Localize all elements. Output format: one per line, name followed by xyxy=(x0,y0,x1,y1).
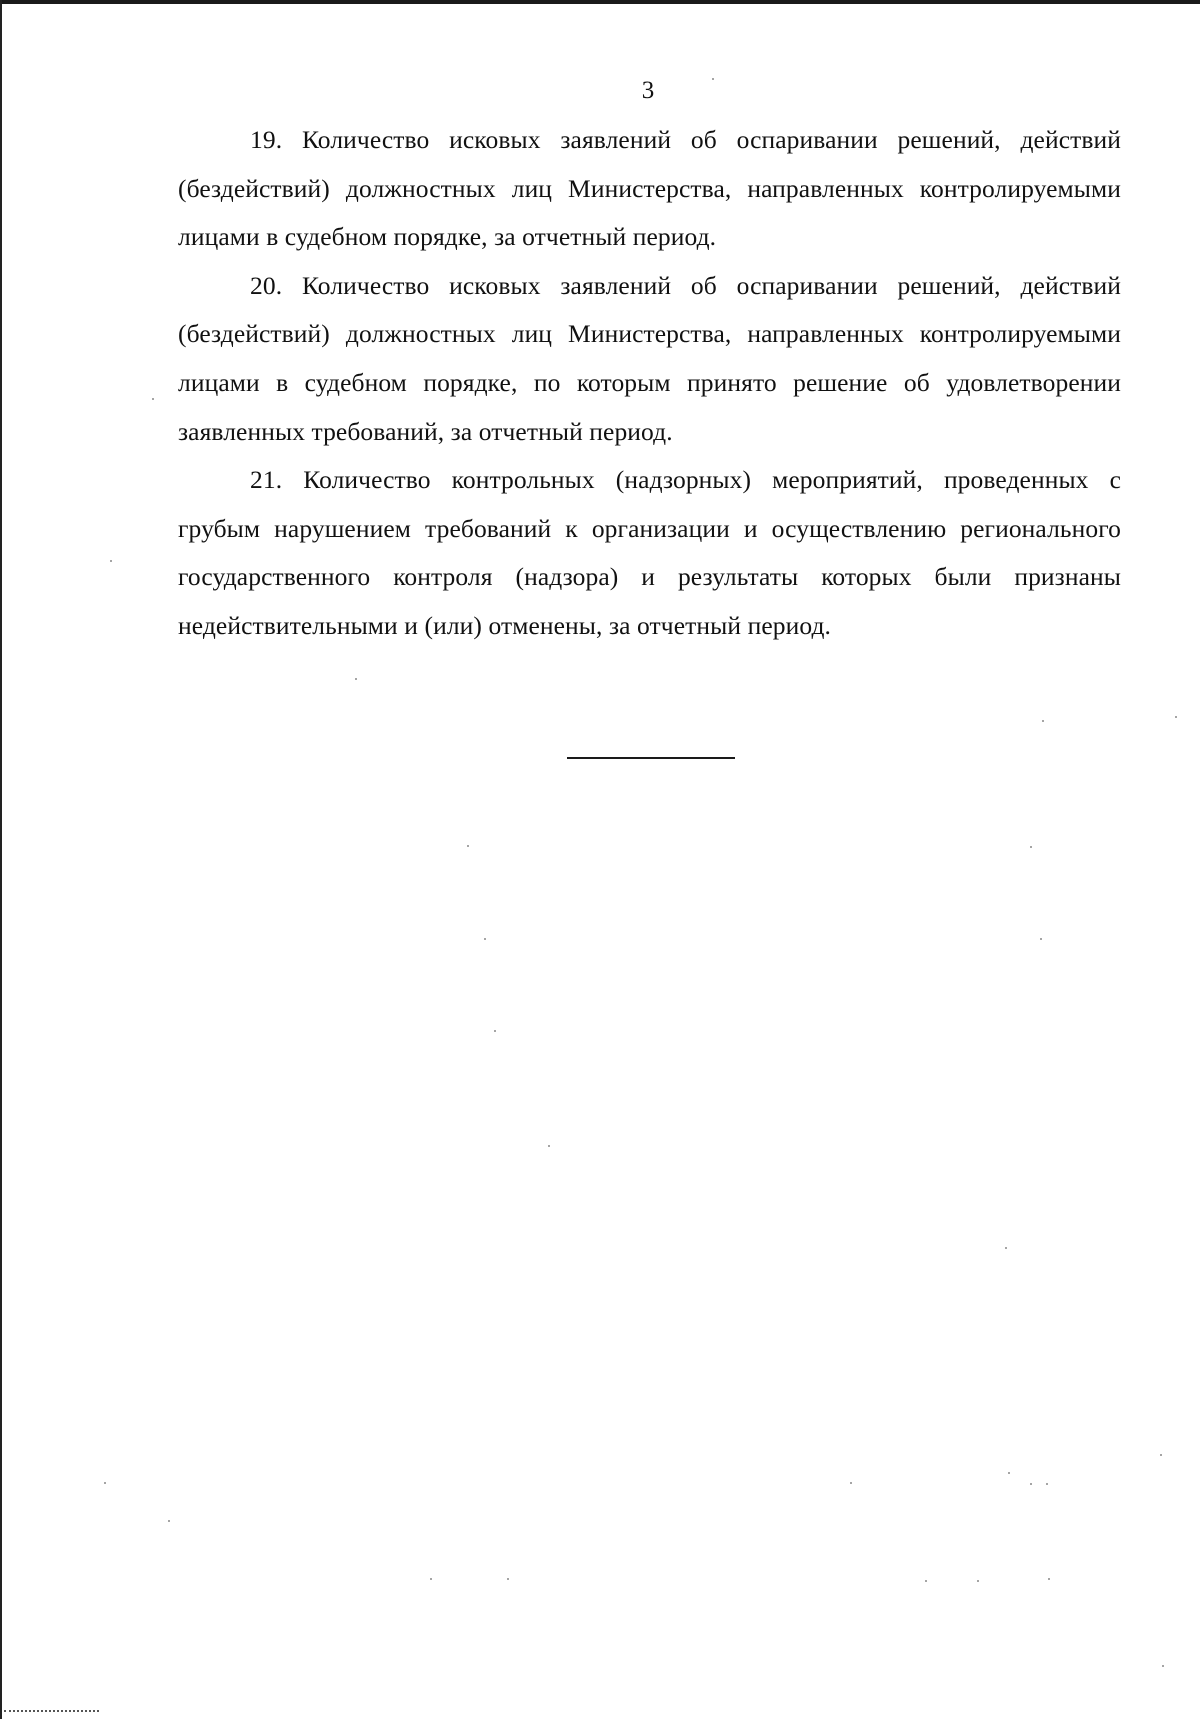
scan-speck xyxy=(1030,1483,1032,1485)
scan-speck xyxy=(548,1145,550,1147)
scan-speck xyxy=(467,845,469,847)
scan-speck xyxy=(1160,1454,1162,1456)
scan-bottom-mark xyxy=(4,1710,99,1714)
scan-speck xyxy=(484,938,486,940)
scan-left-edge xyxy=(0,0,2,1719)
scan-speck xyxy=(1048,1578,1050,1580)
scan-speck xyxy=(168,1520,170,1522)
paragraph-item-19: 19. Количество исковых заявлений об оспаривании решений, действий (бездействий) должностных лиц Министерства, направленных контролируемыми лицами в судебном порядке, за отчетный период. xyxy=(178,125,1121,252)
scan-speck xyxy=(1040,938,1042,940)
scan-speck xyxy=(494,1030,496,1032)
scan-speck xyxy=(1008,1472,1010,1474)
scan-speck xyxy=(507,1578,509,1580)
scan-speck xyxy=(1162,1665,1164,1667)
paragraph-item-20: 20. Количество исковых заявлений об оспаривании решений, действий (бездействий) должностных лиц Министерства, направленных контролируемыми лицами в судебном порядке, по которым принято решение об удовлетворении заявленных требований, за отчетный период. xyxy=(178,270,1121,446)
scan-speck xyxy=(1005,1247,1007,1249)
paragraph-item-21: 21. Количество контрольных (надзорных) мероприятий, проведенных с грубым нарушением требований к организации и осуществлению регионального государственного контроля (надзора) и результаты которых были признаны недействительными и (или) отменены, за отчетный период. xyxy=(178,465,1121,640)
end-of-text-rule xyxy=(567,757,735,759)
scan-speck xyxy=(1030,846,1032,848)
scan-speck xyxy=(152,398,154,400)
scan-speck xyxy=(850,1482,852,1484)
scan-speck xyxy=(355,678,357,680)
scan-speck xyxy=(1046,1483,1048,1485)
scan-speck xyxy=(430,1578,432,1580)
scan-speck xyxy=(712,78,714,80)
scan-speck xyxy=(104,1482,106,1484)
document-body xyxy=(178,116,1121,651)
scan-speck xyxy=(1175,716,1177,718)
scan-top-edge xyxy=(0,0,1200,4)
page-number: 3 xyxy=(641,77,655,104)
scan-speck xyxy=(1042,720,1044,722)
scan-speck xyxy=(925,1580,927,1582)
scan-speck xyxy=(977,1580,979,1582)
scan-speck xyxy=(110,560,112,562)
